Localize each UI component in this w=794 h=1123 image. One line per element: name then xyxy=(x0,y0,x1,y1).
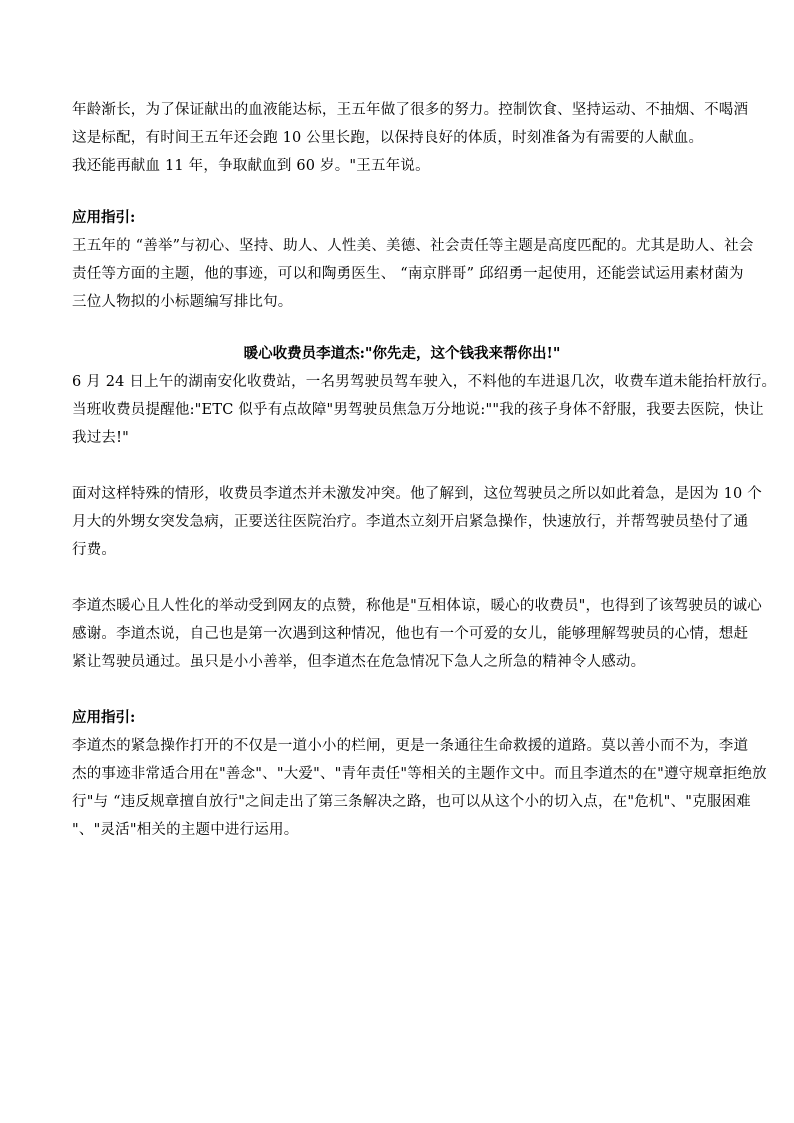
text-line: "、"灵活"相关的主题中进行运用。 xyxy=(72,822,299,838)
text-line: 我过去!" xyxy=(72,430,129,446)
text-line: 紧让驾驶员通过。虽只是小小善举，但李道杰在危急情况下急人之所急的精神令人感动。 xyxy=(72,654,646,670)
text-line: 月大的外甥女突发急病，正要送往医院治疗。李道杰立刻开启紧急操作，快速放行，并帮驾驶员垫付了通 xyxy=(72,514,749,530)
document-page xyxy=(72,96,777,844)
text-line: 行"与 “违反规章擅自放行"之间走出了第三条解决之路，也可以从这个小的切入点，在"危机"、"克服困难 xyxy=(72,794,751,810)
article-title: 暖心收费员李道杰:"你先走，这个钱我来帮你出!" xyxy=(243,345,561,362)
text-line: 当班收费员提醒他:"ETC 似乎有点故障"男驾驶员焦急万分地说:""我的孩子身体不舒服，我要去医院，快让 xyxy=(72,402,764,418)
guide-section-2 xyxy=(72,704,767,844)
guide-section-1 xyxy=(72,204,754,316)
guide-heading: 应用指引: xyxy=(72,709,136,726)
text-line: 6 月 24 日上午的湖南安化收费站，一名男驾驶员驾车驶入，不料他的车进退几次，收费车道未能抬杆放行。 xyxy=(72,374,777,390)
article-paragraph-3 xyxy=(72,592,762,676)
text-line: 杰的事迹非常适合用在"善念"、"大爱"、"青年责任"等相关的主题作文中。而且李道杰的在"遵守规章拒绝放 xyxy=(72,766,767,782)
text-line: 李道杰的紧急操作打开的不仅是一道小小的栏闸，更是一条通往生命救援的道路。莫以善小而不为，李道 xyxy=(72,738,749,754)
article-paragraph-1 xyxy=(72,368,777,452)
text-line: 这是标配，有时间王五年还会跑 10 公里长跑，以保持良好的体质，时刻准备为有需要的人献血。 xyxy=(72,130,704,146)
text-line: 责任等方面的主题，他的事迹，可以和陶勇医生、 “南京胖哥” 邱绍勇一起使用，还能尝试运用素材菌为 xyxy=(72,266,744,282)
article-toll-collector xyxy=(72,340,777,676)
text-line: 行费。 xyxy=(72,542,117,558)
text-line: 年龄渐长，为了保证献出的血液能达标，王五年做了很多的努力。控制饮食、坚持运动、不抽烟、不喝酒 xyxy=(72,102,749,118)
text-line: 李道杰暖心且人性化的举动受到网友的点赞，称他是"互相体谅，暖心的收费员"，也得到了该驾驶员的诚心 xyxy=(72,598,762,614)
article-paragraph-2 xyxy=(72,480,762,564)
text-line: 王五年的 “善举”与初心、坚持、助人、人性美、美德、社会责任等主题是高度匹配的。尤其是助人、社会 xyxy=(72,238,754,254)
text-line: 三位人物拟的小标题编写排比句。 xyxy=(72,294,293,310)
paragraph-blood-donation xyxy=(72,96,749,180)
text-line: 我还能再献血 11 年，争取献血到 60 岁。"王五年说。 xyxy=(72,158,430,174)
text-line: 面对这样特殊的情形，收费员李道杰并未激发冲突。他了解到，这位驾驶员之所以如此着急，是因为 10 个 xyxy=(72,486,762,502)
text-line: 感谢。李道杰说，自己也是第一次遇到这种情况，他也有一个可爱的女儿，能够理解驾驶员的心情，想赶 xyxy=(72,626,749,642)
guide-heading: 应用指引: xyxy=(72,209,136,226)
